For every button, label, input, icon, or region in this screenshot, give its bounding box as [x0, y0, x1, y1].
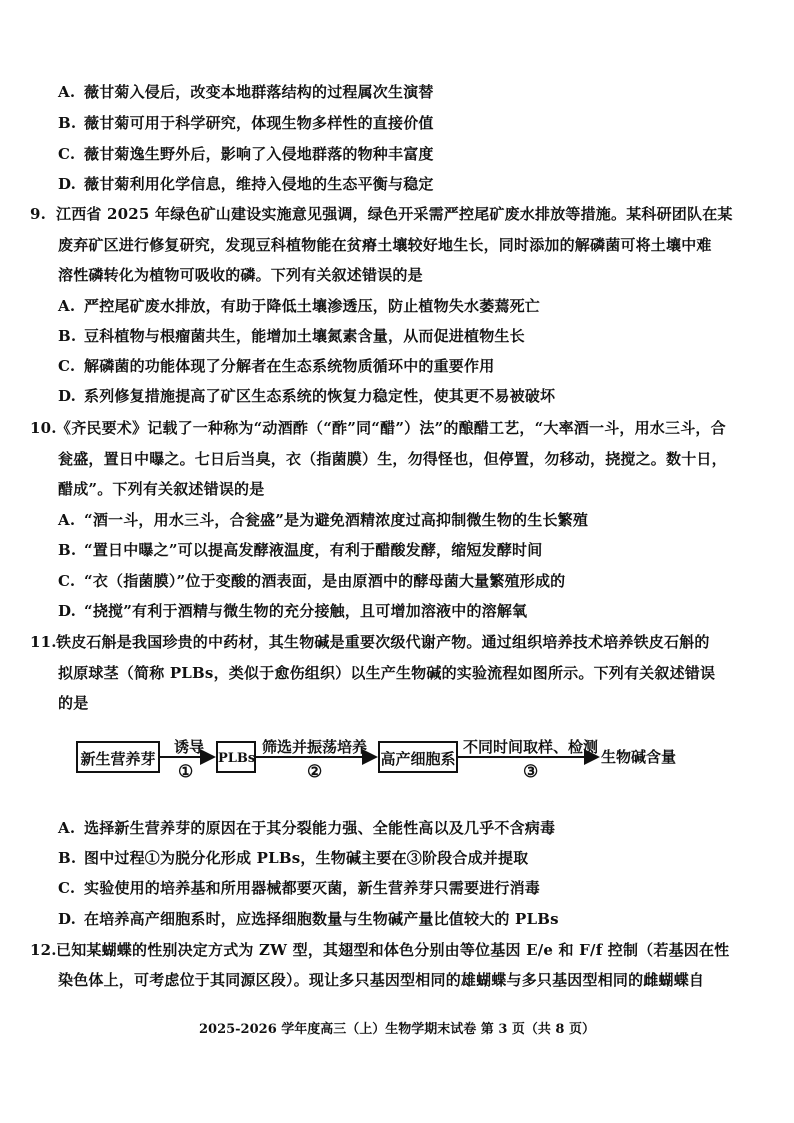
- flow-step3-label: 不同时间取样、检测: [463, 738, 599, 756]
- q12-stem-line-1: 12.已知某蝴蝶的性别决定方式为 ZW 型，其翅型和体色分别由等位基因 E/e 和 F/f 控制（若基因在性: [30, 941, 730, 959]
- q9-option-d: D. 系列修复措施提高了矿区生态系统的恢复力稳定性，使其更不易被破坏: [58, 387, 556, 405]
- q11-stem-line-1: 11.铁皮石斛是我国珍贵的中药材，其生物碱是重要次级代谢产物。通过组织培养技术培养铁皮石斛的: [30, 633, 710, 651]
- q9-stem-line-1: 9. 江西省 2025 年绿色矿山建设实施意见强调，绿色开采需严控尾矿废水排放等措施。某科研团队在某: [30, 205, 733, 223]
- q8-option-a: A. 薇甘菊入侵后，改变本地群落结构的过程属次生演替: [58, 83, 434, 101]
- q8-option-b: B. 薇甘菊可用于科学研究，体现生物多样性的直接价值: [58, 114, 434, 132]
- q10-option-b: B. “置日中曝之”可以提高发酵液温度，有利于醋酸发酵，缩短发酵时间: [58, 541, 543, 559]
- q9-option-a: A. 严控尾矿废水排放，有助于降低土壤渗透压，防止植物失水萎蔫死亡: [58, 297, 541, 315]
- flow-step2-label: 筛选并振荡培养: [262, 738, 368, 756]
- q11-option-c: C. 实验使用的培养基和所用器械都要灭菌，新生营养芽只需要进行消毒: [58, 879, 541, 897]
- flow-box-plbs: PLBs: [216, 741, 256, 773]
- q9-stem-line-2: 废弃矿区进行修复研究，发现豆科植物能在贫瘠土壤较好地生长，同时添加的解磷菌可将土壤中难: [58, 236, 712, 254]
- flow-step3-number: ③: [523, 762, 539, 782]
- flow-step2-number: ②: [307, 762, 323, 782]
- q11-number: 11.: [30, 633, 57, 651]
- q8-option-c: C. 薇甘菊逸生野外后，影响了入侵地群落的物种丰富度: [58, 145, 434, 163]
- flow-end-alkaloid-content: 生物碱含量: [601, 748, 677, 766]
- q9-stem-line-3: 溶性磷转化为植物可吸收的磷。下列有关叙述错误的是: [58, 266, 423, 284]
- q12-number: 12.: [30, 941, 57, 959]
- q9-number: 9.: [30, 205, 47, 223]
- q8-option-d: D. 薇甘菊利用化学信息，维持入侵地的生态平衡与稳定: [58, 175, 434, 193]
- q10-stem-line-3: 醋成”。下列有关叙述错误的是: [58, 480, 265, 498]
- q10-number: 10.: [30, 419, 57, 437]
- q10-stem-line-1: 10.《齐民要术》记载了一种称为“动酒酢（“酢”同“醋”）法”的酿醋工艺，“大率酒一斗，用水三斗，合: [30, 419, 726, 437]
- q9-option-c: C. 解磷菌的功能体现了分解者在生态系统物质循环中的重要作用: [58, 357, 495, 375]
- flow-step1-label: 诱导: [174, 738, 205, 756]
- flow-step1-number: ①: [178, 762, 194, 782]
- q11-stem-line-3: 的是: [58, 694, 89, 712]
- q11-option-b: B. 图中过程①为脱分化形成 PLBs，生物碱主要在③阶段合成并提取: [58, 849, 529, 867]
- q10-stem-line-2: 瓮盛，置日中曝之。七日后当臭，衣（指菌膜）生，勿得怪也，但停置，勿移动，挠搅之。数十日，: [58, 450, 727, 468]
- page-footer: 2025-2026 学年度高三（上）生物学期末试卷 第 3 页（共 8 页）: [198, 1022, 595, 1037]
- flow-box-high-yield-line: 高产细胞系: [378, 741, 458, 773]
- q10-option-c: C. “衣（指菌膜）”位于变酸的酒表面，是由原酒中的酵母菌大量繁殖形成的: [58, 572, 566, 590]
- q9-option-b: B. 豆科植物与根瘤菌共生，能增加土壤氮素含量，从而促进植物生长: [58, 327, 525, 345]
- q12-stem-line-2: 染色体上，可考虑位于其同源区段）。现让多只基因型相同的雄蝴蝶与多只基因型相同的雌蝴蝶自: [58, 971, 705, 989]
- q11-option-a: A. 选择新生营养芽的原因在于其分裂能力强、全能性高以及几乎不含病毒: [58, 819, 556, 837]
- q11-option-d: D. 在培养高产细胞系时，应选择细胞数量与生物碱产量比值较大的 PLBs: [58, 910, 559, 928]
- q11-stem-line-2: 拟原球茎（简称 PLBs，类似于愈伤组织）以生产生物碱的实验流程如图所示。下列有关叙述错误: [58, 664, 716, 682]
- q10-option-d: D. “挠搅”有利于酒精与微生物的充分接触，且可增加溶液中的溶解氧: [58, 602, 528, 620]
- q10-option-a: A. “酒一斗，用水三斗，合瓮盛”是为避免酒精浓度过高抑制微生物的生长繁殖: [58, 511, 589, 529]
- flow-box-new-bud: 新生营养芽: [76, 741, 160, 773]
